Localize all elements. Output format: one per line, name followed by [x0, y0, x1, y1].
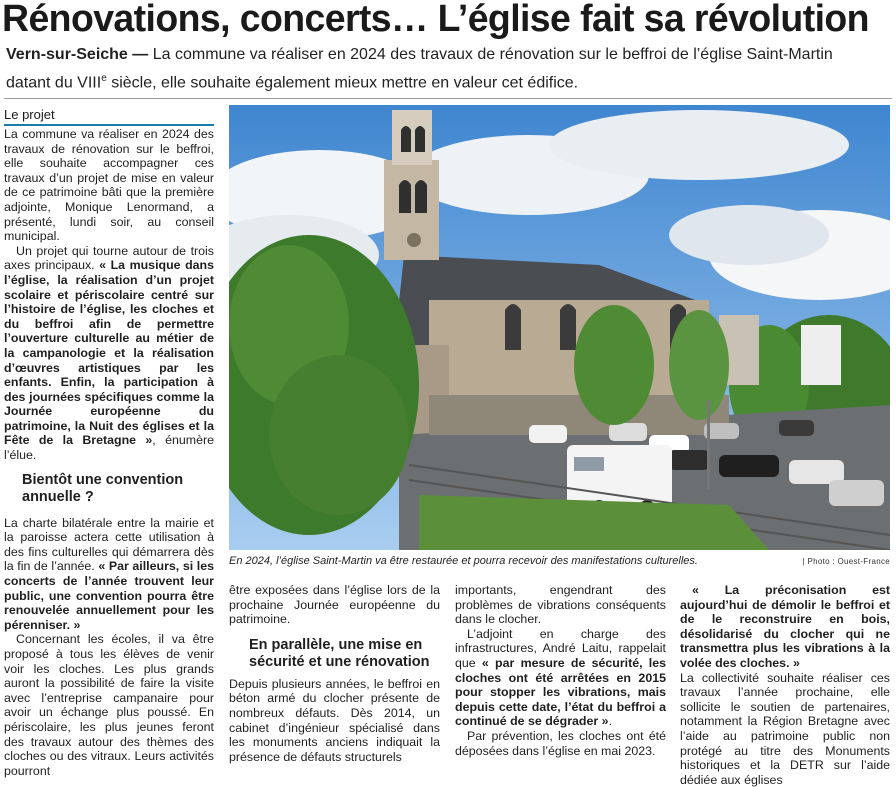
paragraph-text: Un projet qui tourne autour de trois axes principaux.	[4, 243, 214, 273]
paragraph: Depuis plusieurs années, le beffroi en béton armé du clocher présente de nombreux défauts. Dès 2014, un cabinet d’ingénieur spécialisé dans les monuments anciens indiquait la présence de défauts structurels	[229, 676, 440, 764]
paragraph-text: , énumère l’élue.	[4, 433, 214, 463]
paragraph-text: La charte bilatérale entre la mairie et la paroisse actera cette utilisation à des fins culturelles qui démarrera dès la fin de l’année.	[4, 515, 214, 574]
article-column-4	[680, 583, 890, 787]
paragraph	[4, 244, 214, 463]
chapeau	[6, 43, 866, 95]
paragraph-text: .	[608, 714, 613, 729]
paragraph: La commune va réaliser en 2024 des travaux de rénovation sur le beffroi, elle souhaite accompagner ces travaux d’un projet de mise en valeur de ce patrimoine bâti que la première adjointe, Monique Lenormand, a présenté, lundi soir, au conseil municipal.	[4, 127, 214, 244]
quote-bold: « par mesure de sécurité, les cloches ont été arrêtées en 2015 pour stopper les vibrations, mais depuis cette date, l’état du beffroi a continué de se dégrader »	[455, 655, 666, 729]
subheading: Bientôt une convention annuelle ?	[22, 471, 184, 505]
quote-bold: « Par ailleurs, si les concerts de l’année trouvent leur public, une convention pourra être renouvelée annuellement pour les pérenniser. »	[4, 559, 214, 632]
chapeau-location: Vern-sur-Seiche —	[6, 46, 149, 63]
paragraph: La collectivité souhaite réaliser ces travaux l’année prochaine, elle sollicite le soutien de partenaires, notamment la Région Bretagne avec l’aide au patrimoine public non protégé au titre des Monuments historiques et la DETR sur l’aide dédiée aux églises	[680, 670, 890, 787]
paragraph: Par prévention, les cloches ont été déposées dans l’église en mai 2023.	[455, 728, 666, 758]
quote-bold: « La musique dans l’église, la réalisation d’un projet scolaire et périscolaire centré sur l’histoire de l’église, les cloches et du beffroi afin de permettre l’ouverture culturelle au métier de la campanologie et la réalisation d’œuvres artistiques par les enfants. Enfin, la participation à des journées spécifiques comme la Journée européenne du patrimoine, la Nuit des églises et la Fête de la Bretagne »	[4, 258, 214, 448]
photo-caption: En 2024, l’église Saint-Martin va être restaurée et pourra recevoir des manifestations culturelles.	[229, 555, 698, 567]
paragraph	[680, 583, 890, 671]
quote-bold: « La préconisation est aujourd’hui de démolir le beffroi et de le reconstruire en bois, désolidarisé du clocher qui ne transmettra plus les vibrations à la volée des cloches. »	[680, 583, 890, 670]
article-column-1	[4, 127, 214, 778]
chapeau-text: La commune va réaliser en 2024 des travaux de rénovation sur le beffroi de l’église Saint-Martin datant du VIII	[6, 46, 833, 92]
chapeau-text-end: siècle, elle souhaite également mieux mettre en valeur cet édifice.	[106, 74, 579, 92]
subheading: En parallèle, une mise en sécurité et une rénovation	[249, 636, 430, 670]
chapeau-sup: e	[101, 73, 107, 84]
paragraph	[4, 516, 214, 633]
header-divider	[4, 98, 892, 99]
church-illustration	[229, 105, 890, 550]
paragraph-text: L’adjoint en charge des infrastructures, André Laitu, rappelait que	[455, 626, 666, 670]
article-column-3	[455, 583, 666, 758]
paragraph: Concernant les écoles, il va être proposé à tous les élèves de venir voir les cloches. Les plus grands auront la possibilité de faire la visite avec l’entreprise campanaire pour avoir un échange plus poussé. En périscolaire, les plus jeunes feront des travaux autour des thèmes des cloches ou des vitraux. Leurs activités pourront	[4, 632, 214, 778]
section-label: Le projet	[4, 107, 214, 126]
photo-credit: | Photo : Ouest-France	[802, 557, 890, 566]
article-column-2	[229, 583, 440, 764]
church-photo	[229, 105, 890, 550]
paragraph	[455, 627, 666, 729]
headline: Rénovations, concerts… L’église fait sa révolution	[2, 0, 869, 40]
paragraph: importants, engendrant des problèmes de vibrations conséquents dans le clocher.	[455, 583, 666, 627]
paragraph: être exposées dans l’église lors de la prochaine Journée européenne du patrimoine.	[229, 583, 440, 627]
